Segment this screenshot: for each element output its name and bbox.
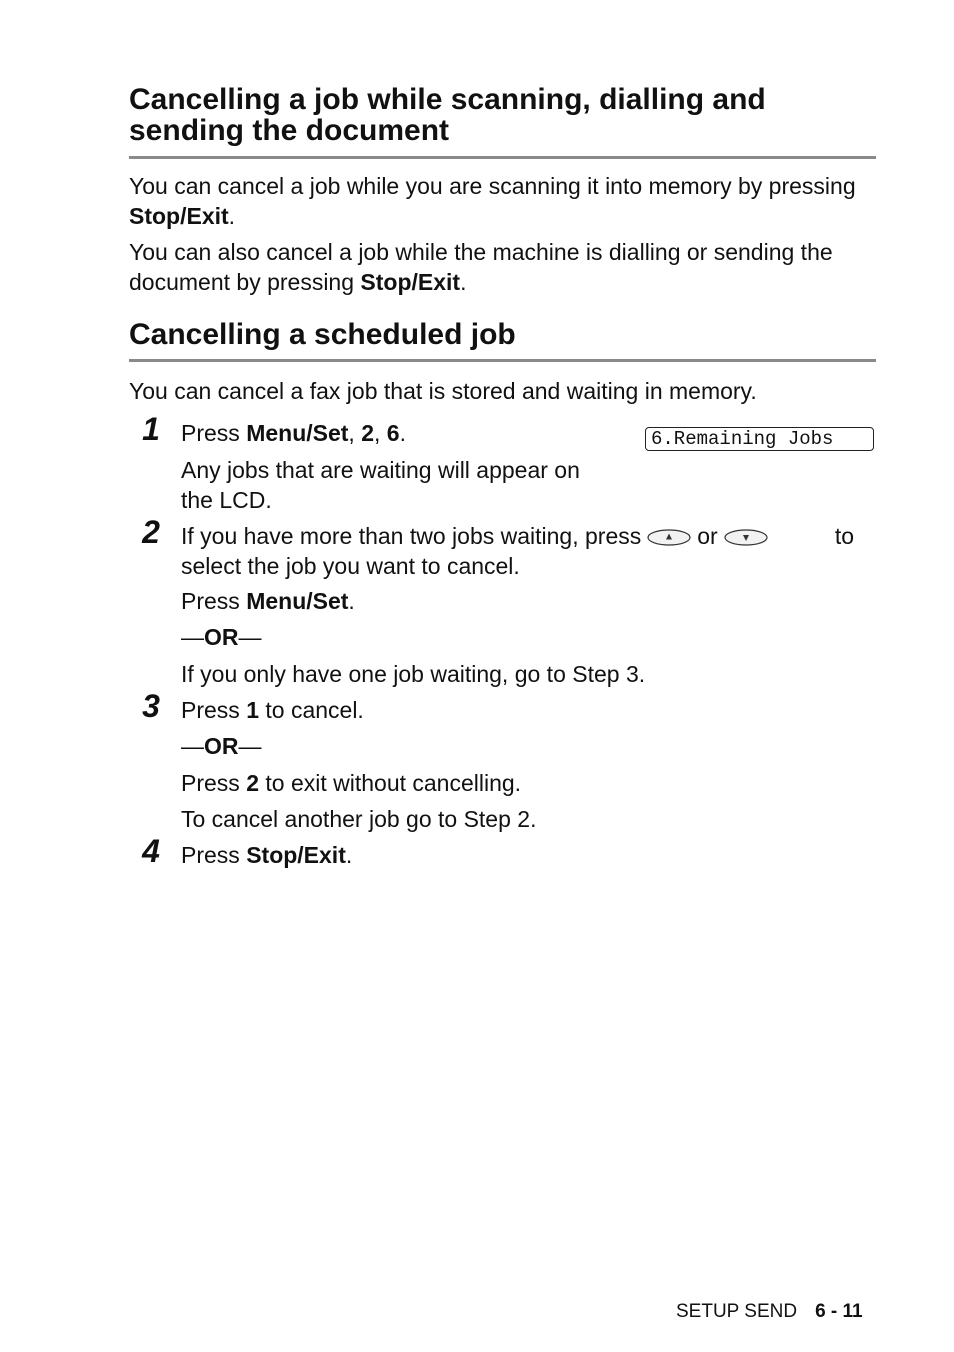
or-separator (181, 622, 262, 652)
step-2-press-menu-set (181, 586, 355, 616)
or-label: OR (204, 624, 239, 650)
step-2-line2: select the job you want to cancel. (181, 553, 520, 579)
text: , (374, 420, 387, 446)
step-2-instruction (181, 521, 871, 553)
paragraph-text: You can also cancel a job while the machine is dialling or sending the document by pressing (129, 239, 833, 295)
period: . (460, 269, 467, 295)
heading-rule (129, 359, 876, 362)
period: . (399, 420, 406, 446)
text: Press (181, 697, 247, 723)
dash: — (238, 624, 262, 650)
stop-exit-label: Stop/Exit (129, 203, 229, 229)
footer-section-name: SETUP SEND (676, 1301, 798, 1322)
key-2-label: 2 (246, 770, 259, 796)
text: Press (181, 420, 247, 446)
paragraph-text: You can cancel a job while you are scanning it into memory by pressing (129, 173, 856, 199)
or-separator (181, 731, 262, 761)
step-number-4: 4 (142, 833, 160, 869)
key-1-label: 1 (246, 697, 259, 723)
text: to (834, 523, 854, 549)
dash: — (181, 733, 204, 759)
menu-set-label: Menu/Set (246, 420, 349, 446)
step-1-note: Any jobs that are waiting will appear on the LCD. (181, 457, 580, 513)
step-3-alternative (181, 768, 521, 798)
step-2-alternative: If you only have one job waiting, go to Step 3. (181, 661, 646, 687)
text: If you have more than two jobs waiting, press (181, 523, 642, 549)
step-number-1: 1 (142, 411, 160, 447)
dash: — (181, 624, 204, 650)
step-number-3: 3 (142, 688, 160, 724)
text: Press (181, 770, 247, 796)
step-1-instruction (181, 418, 406, 448)
text: to cancel. (258, 697, 364, 723)
text: , (348, 420, 362, 446)
section-heading-cancel-scheduled: Cancelling a scheduled job (129, 318, 516, 351)
text: Press (181, 588, 247, 614)
heading-rule (129, 156, 876, 159)
period: . (348, 588, 355, 614)
up-arrow-key-icon (647, 523, 691, 553)
step-4-instruction (181, 840, 352, 870)
step-number-2: 2 (142, 514, 160, 550)
text: Press (181, 842, 247, 868)
section-heading-cancel-while-scanning: Cancelling a job while scanning, dialling and sending the document (129, 83, 766, 147)
down-arrow-key-icon (724, 523, 768, 553)
or-label: OR (204, 733, 239, 759)
key-2-label: 2 (361, 420, 374, 446)
stop-exit-label: Stop/Exit (246, 842, 346, 868)
paragraph-cancel-dialling (129, 237, 889, 297)
dash: — (238, 733, 262, 759)
step-3-another: To cancel another job go to Step 2. (181, 806, 537, 832)
key-6-label: 6 (386, 420, 400, 446)
text: or (697, 523, 718, 549)
stop-exit-label: Stop/Exit (360, 269, 461, 295)
footer-page-number: 6 - 11 (815, 1301, 863, 1322)
text: to exit without cancelling. (258, 770, 522, 796)
lcd-display: 6.Remaining Jobs (645, 427, 874, 451)
paragraph-intro: You can cancel a fax job that is stored and waiting in memory. (129, 378, 757, 404)
period: . (228, 203, 236, 229)
page-footer (676, 1301, 863, 1323)
period: . (345, 842, 353, 868)
step-3-instruction (181, 695, 364, 725)
paragraph-cancel-scanning (129, 171, 889, 231)
menu-set-label: Menu/Set (246, 588, 349, 614)
